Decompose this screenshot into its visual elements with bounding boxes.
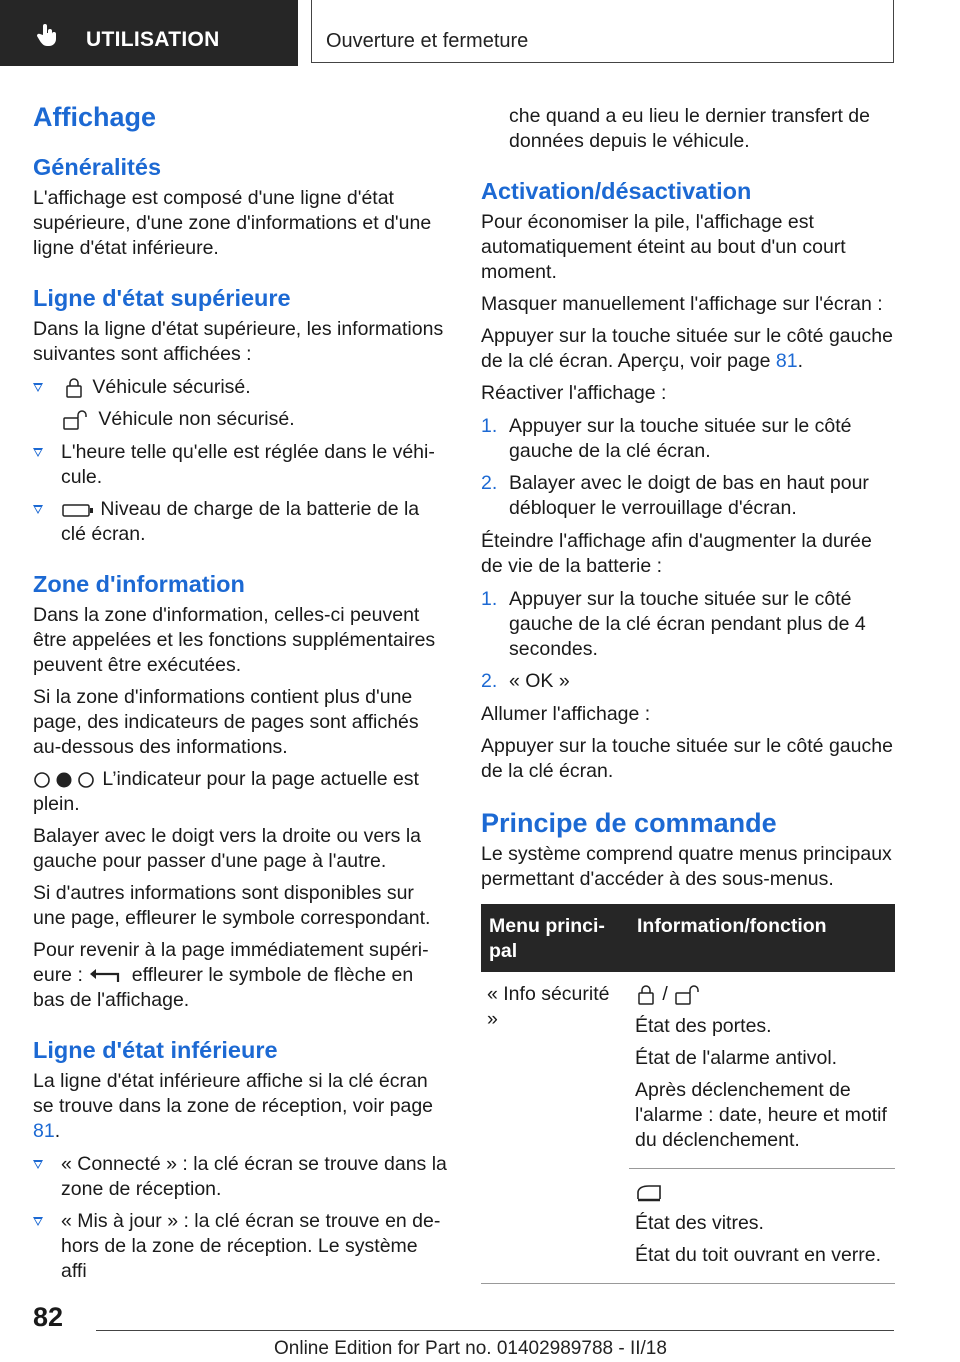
list-ligne-inf bbox=[33, 1152, 448, 1284]
list-item: 2. « OK » bbox=[481, 670, 570, 692]
step-text: Appuyer sur la touche située sur le côté gauche de la clé écran. bbox=[509, 415, 852, 462]
step-text: « OK » bbox=[509, 670, 570, 692]
para-ligne-inf: La ligne d'état inférieure affiche si la clé écran se trouve dans la zone de réception, voir page 81. bbox=[33, 1070, 434, 1142]
para-act-6: Allumer l'affichage : bbox=[481, 703, 651, 725]
page-dots-icon bbox=[33, 770, 97, 790]
list-item bbox=[33, 1209, 448, 1284]
step-text: Balayer avec le doigt de bas en haut pour débloquer le verrouillage d'écran. bbox=[509, 472, 869, 519]
para-act-3: Appuyer sur la touche située sur le côté gauche de la clé écran. Aperçu, voir page 81. bbox=[481, 325, 893, 372]
bullet-triangle-icon bbox=[33, 383, 43, 392]
text-act-3: Appuyer sur la touche située sur le côté gauche de la clé écran. Aperçu, voir page bbox=[481, 325, 893, 372]
heading-generalites: Généralités bbox=[33, 154, 162, 180]
heading-principe: Principe de commande bbox=[481, 808, 777, 838]
step-text: Appuyer sur la touche située sur le côté gauche de la clé écran pendant plus de 4 secondes. bbox=[509, 588, 866, 660]
bullet-triangle-icon bbox=[33, 505, 43, 514]
para-act-4: Réactiver l'affichage : bbox=[481, 382, 667, 404]
heading-ligne-inf: Ligne d'état inférieure bbox=[33, 1037, 278, 1063]
list-item: 2. Balayer avec le doigt de bas en haut pour débloquer le verrouillage d'écran. bbox=[481, 472, 869, 519]
table-header-info: Information/fonction bbox=[629, 904, 895, 972]
list-item: 1. Appuyer sur la touche située sur le côté gauche de la clé écran pendant plus de 4 secondes. bbox=[481, 588, 866, 660]
list-ligne-sup-2 bbox=[33, 440, 448, 547]
para-act-2: Masquer manuellement l'affichage sur l'écran : bbox=[481, 293, 883, 315]
list-item bbox=[33, 497, 448, 547]
table-row bbox=[481, 1169, 895, 1284]
para-zone-1: Dans la zone d'information, celles-ci peuvent être appelées et les fonctions supplémentaires peuvent être exécutées. bbox=[33, 604, 436, 676]
header-chapter-box bbox=[311, 0, 894, 63]
para-zone-6 bbox=[33, 938, 448, 1013]
text-connected: « Connecté » : la clé écran se trouve dans la zone de réception. bbox=[61, 1153, 447, 1200]
table-cell-menu bbox=[481, 1169, 629, 1284]
text-back-2: effleurer le symbole de flèche en bas de l'affichage. bbox=[33, 964, 414, 1011]
window-icon bbox=[635, 1181, 663, 1203]
heading-ligne-sup: Ligne d'état supérieure bbox=[33, 285, 291, 311]
list-ligne-sup bbox=[33, 375, 448, 400]
page-title: Affichage bbox=[33, 102, 157, 132]
text-updated: « Mis à jour » : la clé écran se trouve en dehors de la zone de réception. Le système affi bbox=[61, 1210, 441, 1282]
footer-divider bbox=[96, 1330, 894, 1331]
table-cell-info bbox=[629, 972, 895, 1169]
text-page-indicator: L’indicateur pour la page actuelle est plein. bbox=[33, 768, 419, 815]
left-column bbox=[33, 100, 448, 1292]
para-ligne-sup-intro: Dans la ligne d'état supérieure, les informations suivantes sont affichées : bbox=[33, 318, 444, 365]
heading-zone: Zone d'information bbox=[33, 571, 245, 597]
header-chapter-label: Ouverture et fermeture bbox=[326, 30, 529, 52]
bullet-triangle-icon bbox=[33, 1160, 43, 1169]
text-vehicle-secure: Véhicule sécurisé. bbox=[92, 376, 251, 398]
lock-closed-icon bbox=[635, 984, 657, 1006]
cell-text: Après déclenchement de l'alarme : date, heure et motif du déclenchement. bbox=[635, 1079, 887, 1151]
battery-icon bbox=[61, 501, 95, 519]
table-cell-info bbox=[629, 1169, 895, 1284]
page-number: 82 bbox=[33, 1302, 64, 1332]
hand-pointer-icon bbox=[34, 22, 60, 48]
para-act-5: Éteindre l'affichage afin d'augmenter la durée de vie de la batterie : bbox=[481, 530, 872, 577]
heading-activation: Activation/désactivation bbox=[481, 178, 752, 204]
para-continued: che quand a eu lieu le dernier transfert de données depuis le véhicule. bbox=[509, 105, 870, 152]
header-section-label: UTILISATION bbox=[86, 28, 220, 51]
lock-closed-icon bbox=[61, 377, 87, 399]
text-time: L'heure telle qu'elle est réglée dans le véhicule. bbox=[61, 441, 435, 488]
text-vehicle-unsecure: Véhicule non sécurisé. bbox=[98, 408, 295, 430]
para-act-7: Appuyer sur la touche située sur le côté gauche de la clé écran. bbox=[481, 735, 893, 782]
para-generalites: L'affichage est composé d'une ligne d'état supérieure, d'une zone d'informations et d'une ligne d'état inférieure. bbox=[33, 187, 432, 259]
separator: / bbox=[662, 983, 668, 1005]
page-link[interactable]: 81 bbox=[775, 350, 798, 372]
right-column bbox=[481, 104, 895, 1284]
table-row bbox=[481, 972, 895, 1169]
lock-open-icon bbox=[61, 409, 93, 431]
cell-text: État des portes. bbox=[635, 1015, 772, 1037]
bullet-triangle-icon bbox=[33, 448, 43, 457]
para-zone-3 bbox=[33, 767, 448, 817]
table-header-row bbox=[481, 904, 895, 972]
list-item: 1. Appuyer sur la touche située sur le côté gauche de la clé écran. bbox=[481, 415, 852, 462]
para-zone-2: Si la zone d'informations contient plus d'une page, des indicateurs de pages sont affichés au-dessous des informations. bbox=[33, 686, 419, 758]
back-arrow-icon bbox=[88, 966, 126, 986]
list-item bbox=[33, 440, 448, 490]
lock-open-icon bbox=[673, 984, 703, 1006]
footer-edition: Online Edition for Part no. 01402989788 - II/18 bbox=[274, 1338, 667, 1359]
menu-table bbox=[481, 904, 895, 1284]
para-zone-4: Balayer avec le doigt vers la droite ou vers la gauche pour passer d'une page à l'autre. bbox=[33, 825, 422, 872]
bullet-triangle-icon bbox=[33, 1217, 43, 1226]
para-zone-5: Si d'autres informations sont disponibles sur une page, effleurer le symbole correspondant. bbox=[33, 882, 431, 929]
table-cell-menu: « Info sécurité » bbox=[487, 983, 610, 1030]
text-battery: Niveau de charge de la batterie de la clé écran. bbox=[61, 498, 420, 545]
cell-text: État du toit ouvrant en verre. bbox=[635, 1244, 882, 1266]
list-item bbox=[33, 375, 448, 400]
para-principe: Le système comprend quatre menus principaux permettant d'accéder à des sous-menus. bbox=[481, 843, 892, 890]
text-ligne-inf: La ligne d'état inférieure affiche si la clé écran se trouve dans la zone de réception, voir page bbox=[33, 1070, 434, 1117]
header-section-tab bbox=[0, 0, 298, 66]
steps-turn-off bbox=[481, 587, 895, 694]
text-back-1: Pour revenir à la page immédiatement supérieure : bbox=[33, 939, 429, 986]
para-act-1: Pour économiser la pile, l'affichage est automatiquement éteint au bout d'un court moment. bbox=[481, 211, 846, 283]
cell-text: État des vitres. bbox=[635, 1212, 764, 1234]
table-header-menu: Menu principal bbox=[481, 904, 629, 972]
list-item bbox=[33, 1152, 448, 1202]
sub-item bbox=[33, 407, 448, 432]
page-link[interactable]: 81 bbox=[33, 1120, 55, 1142]
steps-reactivate bbox=[481, 414, 895, 521]
cell-text: État de l'alarme antivol. bbox=[635, 1047, 838, 1069]
